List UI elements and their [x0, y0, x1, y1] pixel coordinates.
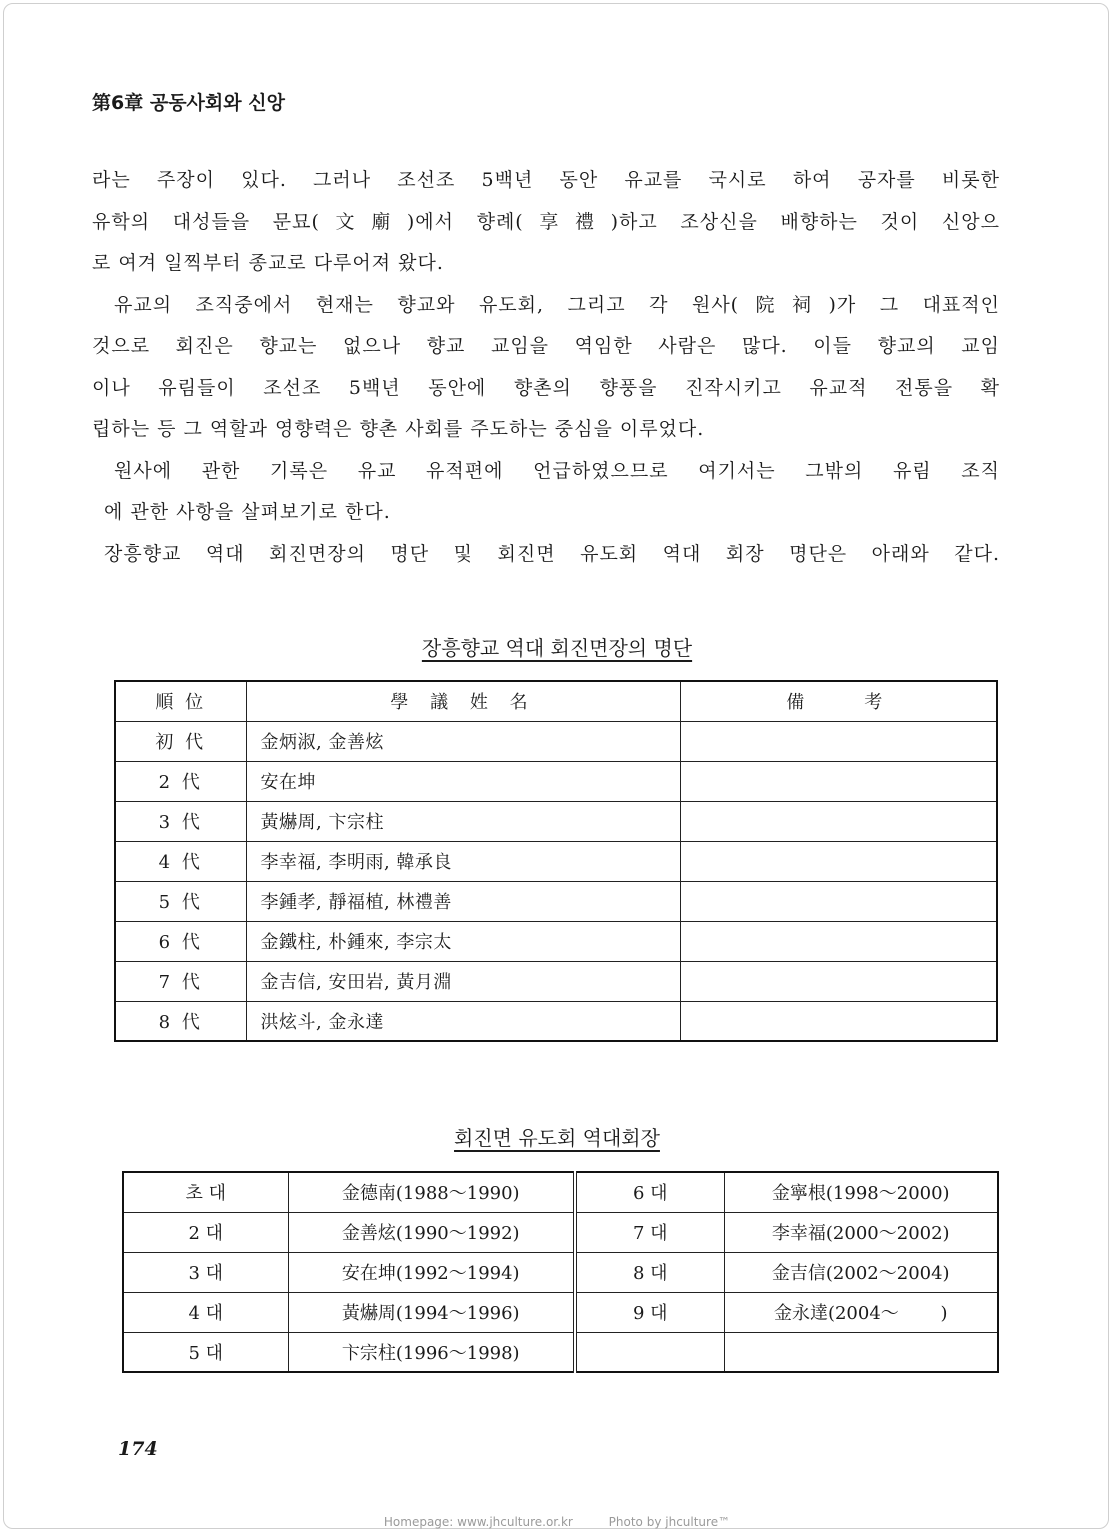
name-cell: 李幸福, 李明雨, 韓承良 [246, 841, 680, 881]
table2-caption [0, 1122, 1114, 1151]
body-text [92, 160, 1000, 575]
note-cell [680, 921, 997, 961]
page-number: 174 [118, 1438, 158, 1460]
president-cell: 李幸福(2000～2002) [724, 1212, 998, 1252]
table-row [115, 801, 997, 841]
body-line: 로 여겨 일찍부터 종교로 다루어져 왔다. [92, 252, 444, 274]
name-cell: 金鐵柱, 朴鍾來, 李宗太 [246, 921, 680, 961]
term-cell: 7 대 [575, 1212, 724, 1252]
rank-cell: 初 代 [115, 721, 246, 761]
president-cell: 金寧根(1998～2000) [724, 1172, 998, 1212]
term-cell: 초 대 [123, 1172, 288, 1212]
note-cell [680, 881, 997, 921]
body-line: 유교의 조직중에서 현재는 향교와 유도회, 그리고 각 원사(院祠)가 그 대표적인 [114, 293, 1000, 316]
table-hyanggyo-myeonjang [114, 680, 998, 1042]
table-row [123, 1212, 998, 1252]
note-cell [680, 1001, 997, 1041]
body-line: 이나 유림들이 조선조 5백년 동안에 향촌의 향풍을 진작시키고 유교적 전통을 확 [92, 376, 1000, 399]
table-row [115, 721, 997, 761]
table-header-row [115, 681, 997, 721]
term-cell: 9 대 [575, 1292, 724, 1332]
president-cell: 金善炫(1990～1992) [288, 1212, 575, 1252]
term-cell: 2 대 [123, 1212, 288, 1252]
rank-cell: 3 代 [115, 801, 246, 841]
term-cell: 3 대 [123, 1252, 288, 1292]
name-cell: 洪炫斗, 金永達 [246, 1001, 680, 1041]
president-cell: 卞宗柱(1996～1998) [288, 1332, 575, 1372]
footer-photo-credit: Photo by jhculture™ [608, 1515, 731, 1529]
table-row [115, 761, 997, 801]
body-line: 에 관한 사항을 살펴보기로 한다. [104, 501, 391, 523]
table-row [115, 921, 997, 961]
president-cell: 安在坤(1992～1994) [288, 1252, 575, 1292]
rank-cell: 8 代 [115, 1001, 246, 1041]
header-cell: 學 議 姓 名 [246, 681, 680, 721]
rank-cell: 5 代 [115, 881, 246, 921]
name-cell: 黃爀周, 卞宗柱 [246, 801, 680, 841]
term-cell: 8 대 [575, 1252, 724, 1292]
name-cell: 金炳淑, 金善炫 [246, 721, 680, 761]
header-cell: 備 考 [680, 681, 997, 721]
note-cell [680, 961, 997, 1001]
rank-cell: 6 代 [115, 921, 246, 961]
note-cell [680, 841, 997, 881]
president-cell: 黃爀周(1994～1996) [288, 1292, 575, 1332]
body-line: 장흥향교 역대 회진면장의 명단 및 회진면 유도회 역대 회장 명단은 아래와 같다. [104, 542, 1000, 565]
footer-homepage: Homepage: www.jhculture.or.kr [383, 1515, 573, 1529]
table-row [123, 1332, 998, 1372]
note-cell [680, 721, 997, 761]
table2-caption-text: 회진면 유도회 역대회장 [454, 1126, 660, 1150]
note-cell [680, 761, 997, 801]
table1-caption [0, 632, 1114, 661]
name-cell: 安在坤 [246, 761, 680, 801]
header-cell: 順 位 [115, 681, 246, 721]
term-cell: 6 대 [575, 1172, 724, 1212]
table-row [123, 1172, 998, 1212]
note-cell [680, 801, 997, 841]
table-row [115, 1001, 997, 1041]
table-row [115, 881, 997, 921]
term-cell [575, 1332, 724, 1372]
chapter-heading: 第6章 공동사회와 신앙 [92, 92, 285, 114]
president-cell: 金永達(2004～ ) [724, 1292, 998, 1332]
term-cell: 4 대 [123, 1292, 288, 1332]
body-line: 라는 주장이 있다. 그러나 조선조 5백년 동안 유교를 국시로 하여 공자를 비롯한 [92, 169, 1000, 191]
body-line: 원사에 관한 기록은 유교 유적편에 언급하였으므로 여기서는 그밖의 유림 조직 [114, 459, 1000, 482]
table-row [115, 961, 997, 1001]
body-line: 유학의 대성들을 문묘(文廟)에서 향례(享禮)하고 조상신을 배향하는 것이 신앙으 [92, 210, 1000, 233]
president-cell: 金德南(1988～1990) [288, 1172, 575, 1212]
president-cell: 金吉信(2002～2004) [724, 1252, 998, 1292]
body-line: 립하는 등 그 역할과 영향력은 향촌 사회를 주도하는 중심을 이루었다. [92, 418, 705, 440]
president-cell [724, 1332, 998, 1372]
rank-cell: 7 代 [115, 961, 246, 1001]
rank-cell: 4 代 [115, 841, 246, 881]
table-row [115, 841, 997, 881]
term-cell: 5 대 [123, 1332, 288, 1372]
body-line: 것으로 회진은 향교는 없으나 향교 교임을 역임한 사람은 많다. 이들 향교의 교임 [92, 335, 1000, 357]
table-yudohoe-presidents [122, 1171, 999, 1373]
name-cell: 李鍾孝, 靜福植, 林禮善 [246, 881, 680, 921]
table-row [123, 1252, 998, 1292]
name-cell: 金吉信, 安田岩, 黃月淵 [246, 961, 680, 1001]
table1-caption-text: 장흥향교 역대 회진면장의 명단 [421, 636, 693, 660]
footer [0, 1515, 1114, 1529]
table-row [123, 1292, 998, 1332]
rank-cell: 2 代 [115, 761, 246, 801]
